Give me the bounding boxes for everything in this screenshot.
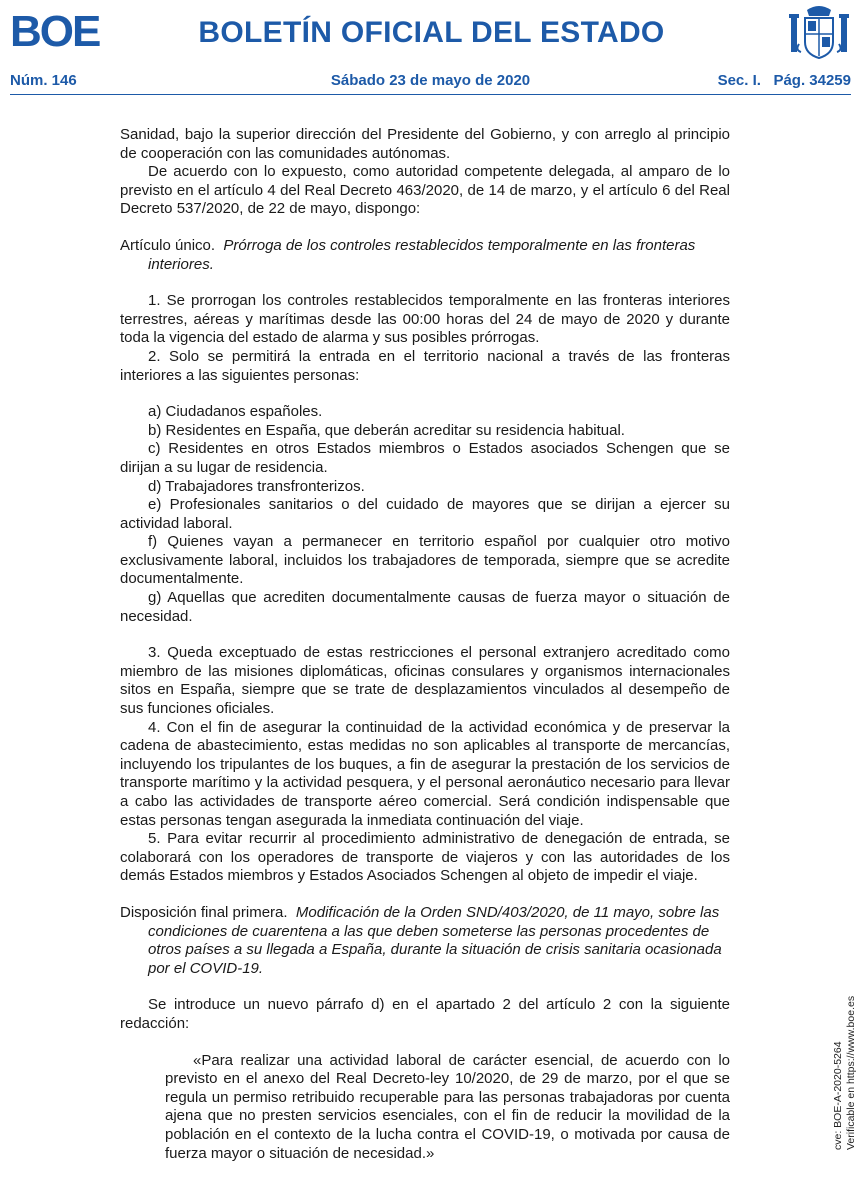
list-item: b) Residentes en España, que deberán acreditar su residencia habitual. xyxy=(148,421,625,439)
page-title: BOLETÍN OFICIAL DEL ESTADO xyxy=(198,16,665,49)
paragraph: 1. Se prorrogan los controles restablecidos temporalmente en las fronteras interiores terrestres, aéreas y marítimas desde las 00:00 horas del 24 de mayo de 2020 y durante toda la vigencia del estado de alarma y sus posibles prórrogas. xyxy=(120,292,730,347)
coat-of-arms-icon xyxy=(789,4,849,60)
article-heading xyxy=(120,237,730,274)
paragraph: Se introduce un nuevo párrafo d) en el apartado 2 del artículo 2 con la siguiente redacción: xyxy=(120,996,730,1032)
paragraph: Sanidad, bajo la superior dirección del Presidente del Gobierno, y con arreglo al principio de cooperación con las comunidades autónomas. xyxy=(120,126,730,162)
page-meta xyxy=(10,72,851,89)
paragraph: 2. Solo se permitirá la entrada en el territorio nacional a través de las fronteras interiores a las siguientes personas: xyxy=(120,347,730,384)
list-item: a) Ciudadanos españoles. xyxy=(148,403,323,421)
list-item: c) Residentes en otros Estados miembros o Estados asociados Schengen que se dirijan a su lugar de residencia. xyxy=(120,440,730,476)
paragraph: 5. Para evitar recurrir al procedimiento administrativo de denegación de entrada, se colaborará con los operadores de transporte de viajeros y con las autoridades de los demás Estados miembros y Estados Asociados Schengen al objeto de impedir el viaje. xyxy=(120,830,730,885)
article-title: Prórroga de los controles restablecidos temporalmente en las fronteras interiores. xyxy=(148,236,696,273)
list-item: e) Profesionales sanitarios o del cuidado de mayores que se dirijan a ejercer su actividad laboral. xyxy=(120,496,730,532)
header-divider xyxy=(10,94,851,95)
verification-note xyxy=(832,996,858,1150)
section-page: Sec. I. Pág. 34259 xyxy=(717,72,851,89)
list-item: f) Quienes vayan a permanecer en territorio español por cualquier otro motivo exclusivamente laboral, incluidos los trabajadores de temporada, siempre que se acredite documentalmente. xyxy=(120,533,730,588)
issue-number: Núm. 146 xyxy=(10,72,77,89)
cve-code: cve: BOE-A-2020-5264 xyxy=(832,1041,844,1150)
verification-url[interactable]: Verificable en https://www.boe.es xyxy=(845,995,857,1150)
provision-label: Disposición final primera. xyxy=(120,903,288,921)
quoted-paragraph: «Para realizar una actividad laboral de carácter esencial, de acuerdo con lo previsto en el anexo del Real Decreto-ley 10/2020, de 29 de marzo, por el que se regula un permiso retribuido recuperable para las personas trabajadoras por cuenta ajena que no presten servicios esenciales, con el fin de reducir la movilidad de la población en el contexto de la lucha contra el COVID-19, o motivada por causa de fuerza mayor o situación de necesidad.» xyxy=(165,1051,730,1162)
provision-title: Modificación de la Orden SND/403/2020, de 11 mayo, sobre las condiciones de cuarentena a las que deben someterse las personas procedentes de otros países a su llegada a España, durante la situación de crisis sanitaria ocasionada por el COVID-19. xyxy=(148,903,722,977)
publication-date: Sábado 23 de mayo de 2020 xyxy=(330,72,531,89)
paragraph: 4. Con el fin de asegurar la continuidad de la actividad económica y de preservar la cadena de abastecimiento, estas medidas no son aplicables al transporte de mercancías, incluyendo los tripulantes de los buques, a fin de asegurar la prestación de los servicios de transporte marítimo y la actividad pesquera, y el personal aeronáutico necesario para llevar a cabo las actividades de transporte aéreo comercial. Será condición indispensable que estas personas tengan asegurada la inmediata continuación del viaje. xyxy=(120,718,730,829)
article-label: Artículo único. xyxy=(120,236,216,254)
provision-heading xyxy=(120,904,730,978)
document-body xyxy=(120,126,730,1163)
list-item: d) Trabajadores transfronterizos. xyxy=(148,477,365,495)
boe-logo: BOE xyxy=(10,7,100,56)
paragraph: De acuerdo con lo expuesto, como autoridad competente delegada, al amparo de lo previsto en el artículo 4 del Real Decreto 463/2020, de 14 de marzo, y el artículo 6 del Real Decreto 537/2020, de 22 de mayo, dispongo: xyxy=(120,163,730,218)
paragraph: 3. Queda exceptuado de estas restricciones el personal extranjero acreditado como miembro de las misiones diplomáticas, oficinas consulares y organismos internacionales sitos en España, siempre que se trate de desplazamientos vinculados al desempeño de sus funciones oficiales. xyxy=(120,644,730,718)
list-item: g) Aquellas que acrediten documentalmente causas de fuerza mayor o situación de necesidad. xyxy=(120,589,730,625)
